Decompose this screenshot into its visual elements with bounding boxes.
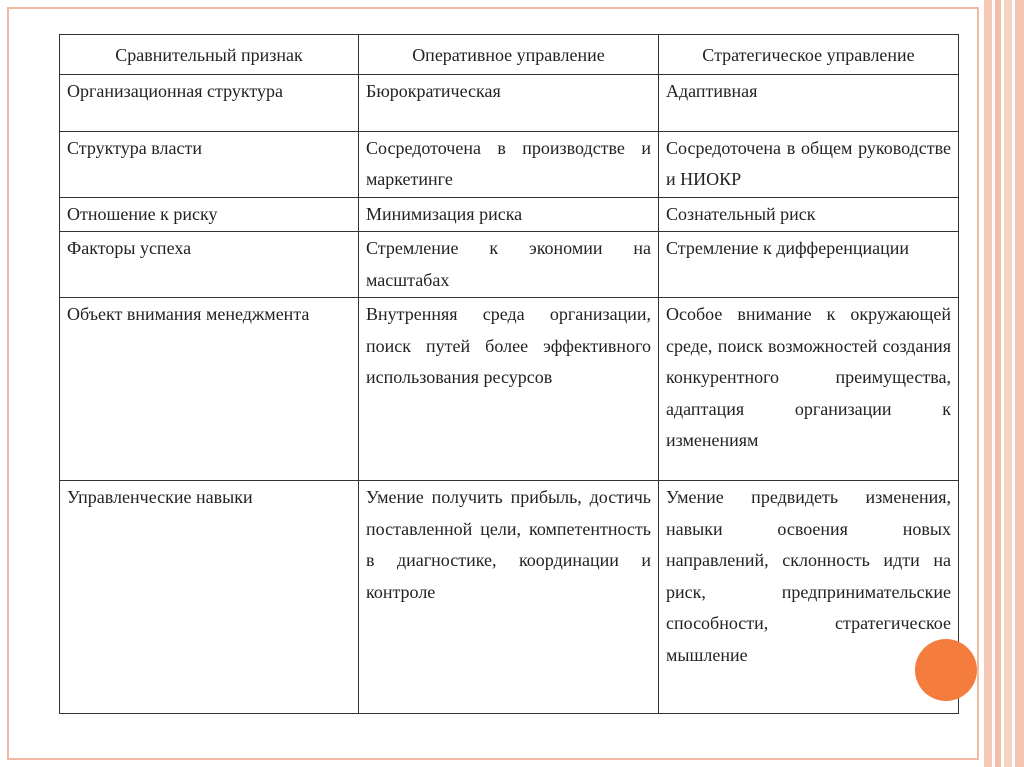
- cell-operational: Умение получить прибыль, достичь поставленной цели, компетентность в диагностике, координации и контроле: [359, 481, 659, 714]
- table-row: [60, 131, 959, 197]
- cell-feature: Объект внимания менеджмента: [60, 298, 359, 481]
- table-row: [60, 197, 959, 232]
- table-row: [60, 232, 959, 298]
- table-row: [60, 298, 959, 481]
- cell-strategic: Сознательный риск: [659, 197, 959, 232]
- comparison-table: [59, 34, 959, 714]
- table-header-row: [60, 35, 959, 75]
- cell-strategic: Особое внимание к окружающей среде, поиск возможностей создания конкурентного преимущества, адаптация организации к изменениям: [659, 298, 959, 481]
- cell-operational: Сосредоточена в производстве и маркетинге: [359, 131, 659, 197]
- decorative-stripe: [995, 0, 1001, 767]
- cell-strategic: Адаптивная: [659, 74, 959, 131]
- cell-operational: Внутренняя среда организации, поиск путей более эффективного использования ресурсов: [359, 298, 659, 481]
- header-strategic: Стратегическое управление: [659, 35, 959, 75]
- decorative-stripe: [984, 0, 992, 767]
- cell-operational: Бюрократическая: [359, 74, 659, 131]
- decorative-stripe: [1015, 0, 1024, 767]
- cell-strategic: Сосредоточена в общем руководстве и НИОКР: [659, 131, 959, 197]
- accent-circle: [915, 639, 977, 701]
- header-operational: Оперативное управление: [359, 35, 659, 75]
- cell-strategic: Умение предвидеть изменения, навыки освоения новых направлений, склонность идти на риск, предпринимательские способности, стратегическое мышление: [659, 481, 959, 714]
- header-feature: Сравнительный признак: [60, 35, 359, 75]
- cell-strategic: Стремление к дифференциации: [659, 232, 959, 298]
- cell-feature: Отношение к риску: [60, 197, 359, 232]
- cell-feature: Управленческие навыки: [60, 481, 359, 714]
- cell-operational: Минимизация риска: [359, 197, 659, 232]
- table-row: [60, 481, 959, 714]
- cell-feature: Структура власти: [60, 131, 359, 197]
- cell-feature: Факторы успеха: [60, 232, 359, 298]
- decorative-stripe: [1004, 0, 1012, 767]
- cell-operational: Стремление к экономии на масштабах: [359, 232, 659, 298]
- table-row: [60, 74, 959, 131]
- cell-feature: Организационная структура: [60, 74, 359, 131]
